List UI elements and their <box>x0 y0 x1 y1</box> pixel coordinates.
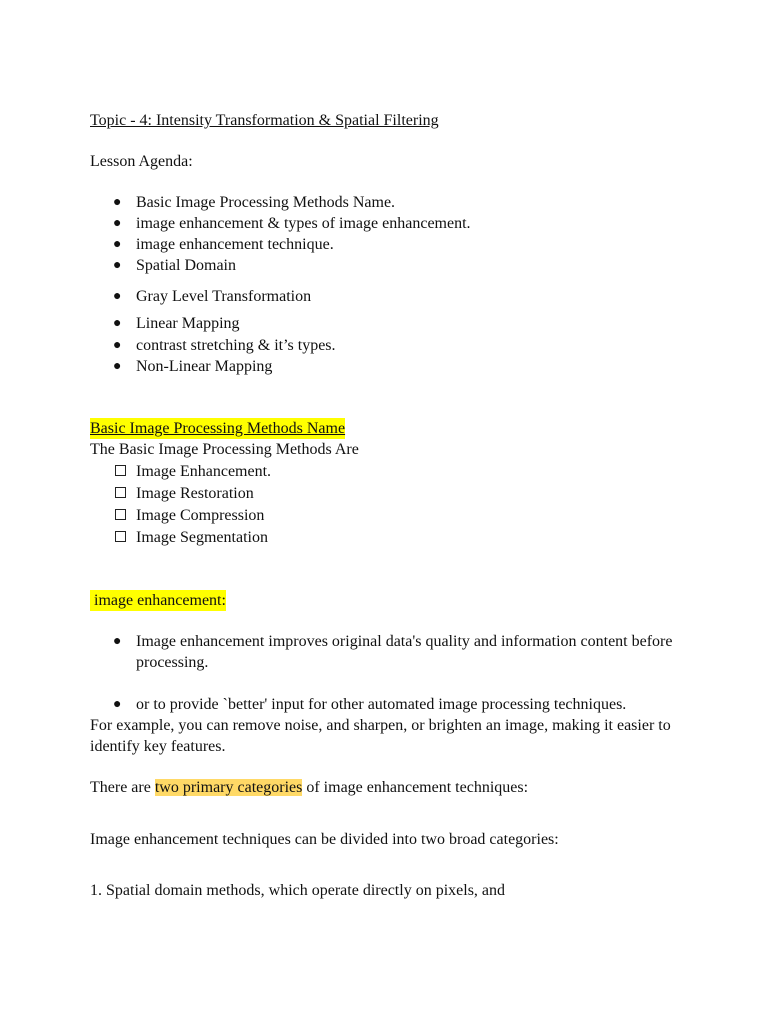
list-item: ● Spatial Domain <box>113 257 236 274</box>
list-item: Image Enhancement. <box>113 461 271 483</box>
spatial-domain-line: 1. Spatial domain methods, which operate directly on pixels, and <box>90 882 506 899</box>
categories-highlight: two primary categories <box>154 779 303 796</box>
bullet-icon: ● <box>113 216 122 231</box>
list-item: ● contrast stretching & it’s types. <box>113 337 336 354</box>
checkbox-icon <box>115 487 126 498</box>
categories-sentence: There are two primary categories of image enhancement techniques: <box>90 779 529 796</box>
categories-paragraph: Image enhancement techniques can be divided into two broad categories: <box>90 831 559 848</box>
list-item: Image Restoration <box>113 483 271 505</box>
bullet-icon: ● <box>113 634 122 649</box>
bullet-icon: ● <box>113 697 122 712</box>
bullet-icon: ● <box>113 237 122 252</box>
bullet-icon: ● <box>113 359 122 374</box>
bullet-icon: ● <box>113 316 122 331</box>
bullet-icon: ● <box>113 289 122 304</box>
list-item: ● Non-Linear Mapping <box>113 358 273 375</box>
page-title: Topic - 4: Intensity Transformation & Spatial Filtering <box>90 112 439 129</box>
example-paragraph: For example, you can remove noise, and sharpen, or brighten an image, making it easier to identify key features. <box>90 717 671 755</box>
agenda-label: Lesson Agenda: <box>90 153 193 170</box>
enhancement-bullet-2: ● or to provide `better' input for other automated image processing techniques. <box>113 696 627 713</box>
list-item: ● Basic Image Processing Methods Name. <box>113 194 396 211</box>
checkbox-icon <box>115 509 126 520</box>
bullet-icon: ● <box>113 338 122 353</box>
list-item: Image Compression <box>113 505 271 527</box>
methods-intro: The Basic Image Processing Methods Are <box>90 441 359 458</box>
list-item: ● Linear Mapping <box>113 315 240 332</box>
checkbox-icon <box>115 465 126 476</box>
agenda-list <box>113 192 471 377</box>
list-item: Image Segmentation <box>113 527 271 549</box>
list-item: ● image enhancement technique. <box>113 236 334 253</box>
enhancement-heading: image enhancement: <box>90 592 226 609</box>
methods-heading: Basic Image Processing Methods Name <box>90 420 346 437</box>
list-item: ● image enhancement & types of image enhancement. <box>113 215 471 232</box>
bullet-icon: ● <box>113 258 122 273</box>
list-item: ● Gray Level Transformation <box>113 288 312 305</box>
bullet-icon: ● <box>113 195 122 210</box>
enhancement-bullet-1: ● Image enhancement improves original data's quality and information content before processing. <box>113 633 673 671</box>
methods-list <box>113 461 271 549</box>
checkbox-icon <box>115 531 126 542</box>
